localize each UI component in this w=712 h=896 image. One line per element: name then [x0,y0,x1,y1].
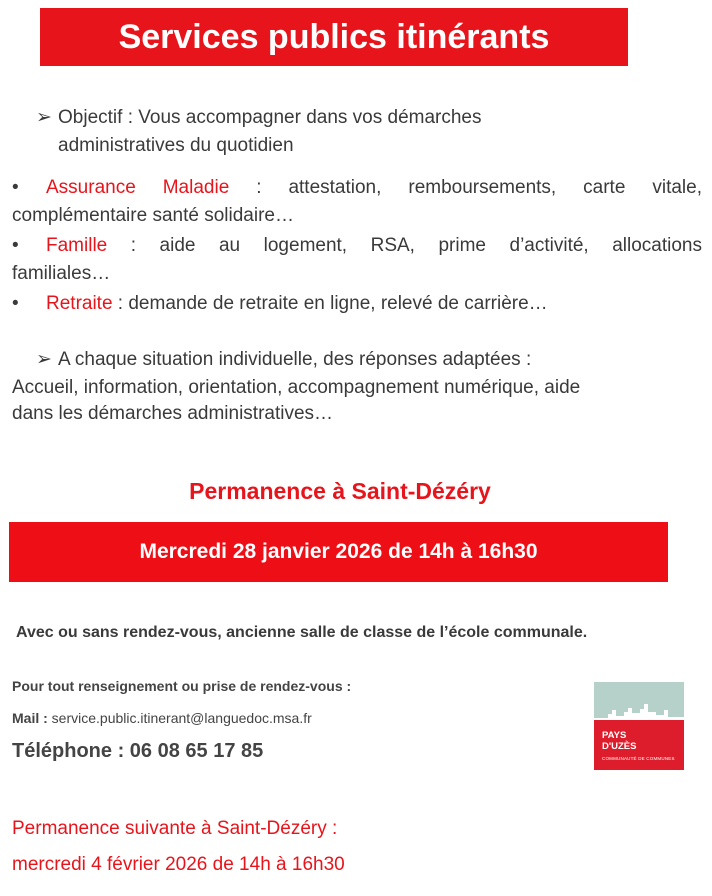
pays-uzes-logo [594,682,684,770]
bullet-icon: • [12,235,19,256]
contact-mail [12,710,312,726]
phone-label: Téléphone : [12,740,130,762]
situation-line-2: dans les démarches administratives… [12,403,334,424]
location-text: Avec ou sans rendez-vous, ancienne salle de classe de l’école communale. [16,624,588,641]
bullet-famille: • Famille : aide au logement, RSA, prime d’activité, allocations [12,232,702,260]
mail-link[interactable]: service.public.itinerant@languedoc.msa.fr [51,710,312,726]
next-permanence-title: Permanence suivante à Saint-Dézéry : [12,818,338,839]
bullet-icon: • [12,177,19,198]
objective-line-1: ➢ Objectif : Vous accompagner dans vos démarches [36,104,482,132]
situation-heading: ➢ A chaque situation individuelle, des réponses adaptées : [36,346,531,374]
bullet-assurance-maladie: • Assurance Maladie : attestation, remboursements, carte vitale, [12,174,702,202]
bullet-continuation: complémentaire santé solidaire… [12,205,294,226]
situation-line-1: Accueil, information, orientation, accompagnement numérique, aide [12,377,581,398]
mail-label: Mail : [12,710,52,726]
contact-intro: Pour tout renseignement ou prise de rendez-vous : [12,678,352,694]
logo-text: PAYS D'UZÈS [602,730,637,752]
arrow-icon: ➢ [36,349,52,370]
contact-phone [12,740,263,763]
bullet-label: Assurance Maladie [46,177,230,198]
bullet-continuation: familiales… [12,263,111,284]
objective-line-2: administratives du quotidien [58,135,294,156]
permanence-date: Mercredi 28 janvier 2026 de 14h à 16h30 [139,540,538,563]
bullet-icon: • [12,293,19,314]
page-title: Services publics itinérants [118,17,550,56]
bullet-label: Famille [46,235,108,256]
arrow-icon: ➢ [36,107,52,128]
bullet-label: Retraite [46,293,113,314]
bullet-retraite: • Retraite : demande de retraite en ligne, relevé de carrière… [12,290,702,318]
logo-subtitle: COMMUNAUTÉ DE COMMUNES [602,756,675,761]
permanence-date-banner [9,522,668,582]
next-permanence-date: mercredi 4 février 2026 de 14h à 16h30 [12,854,345,875]
phone-number[interactable]: 06 08 65 17 85 [129,740,264,762]
title-banner [40,8,628,66]
permanence-title: Permanence à Saint-Dézéry [189,478,491,504]
town-skyline-icon [594,682,684,722]
